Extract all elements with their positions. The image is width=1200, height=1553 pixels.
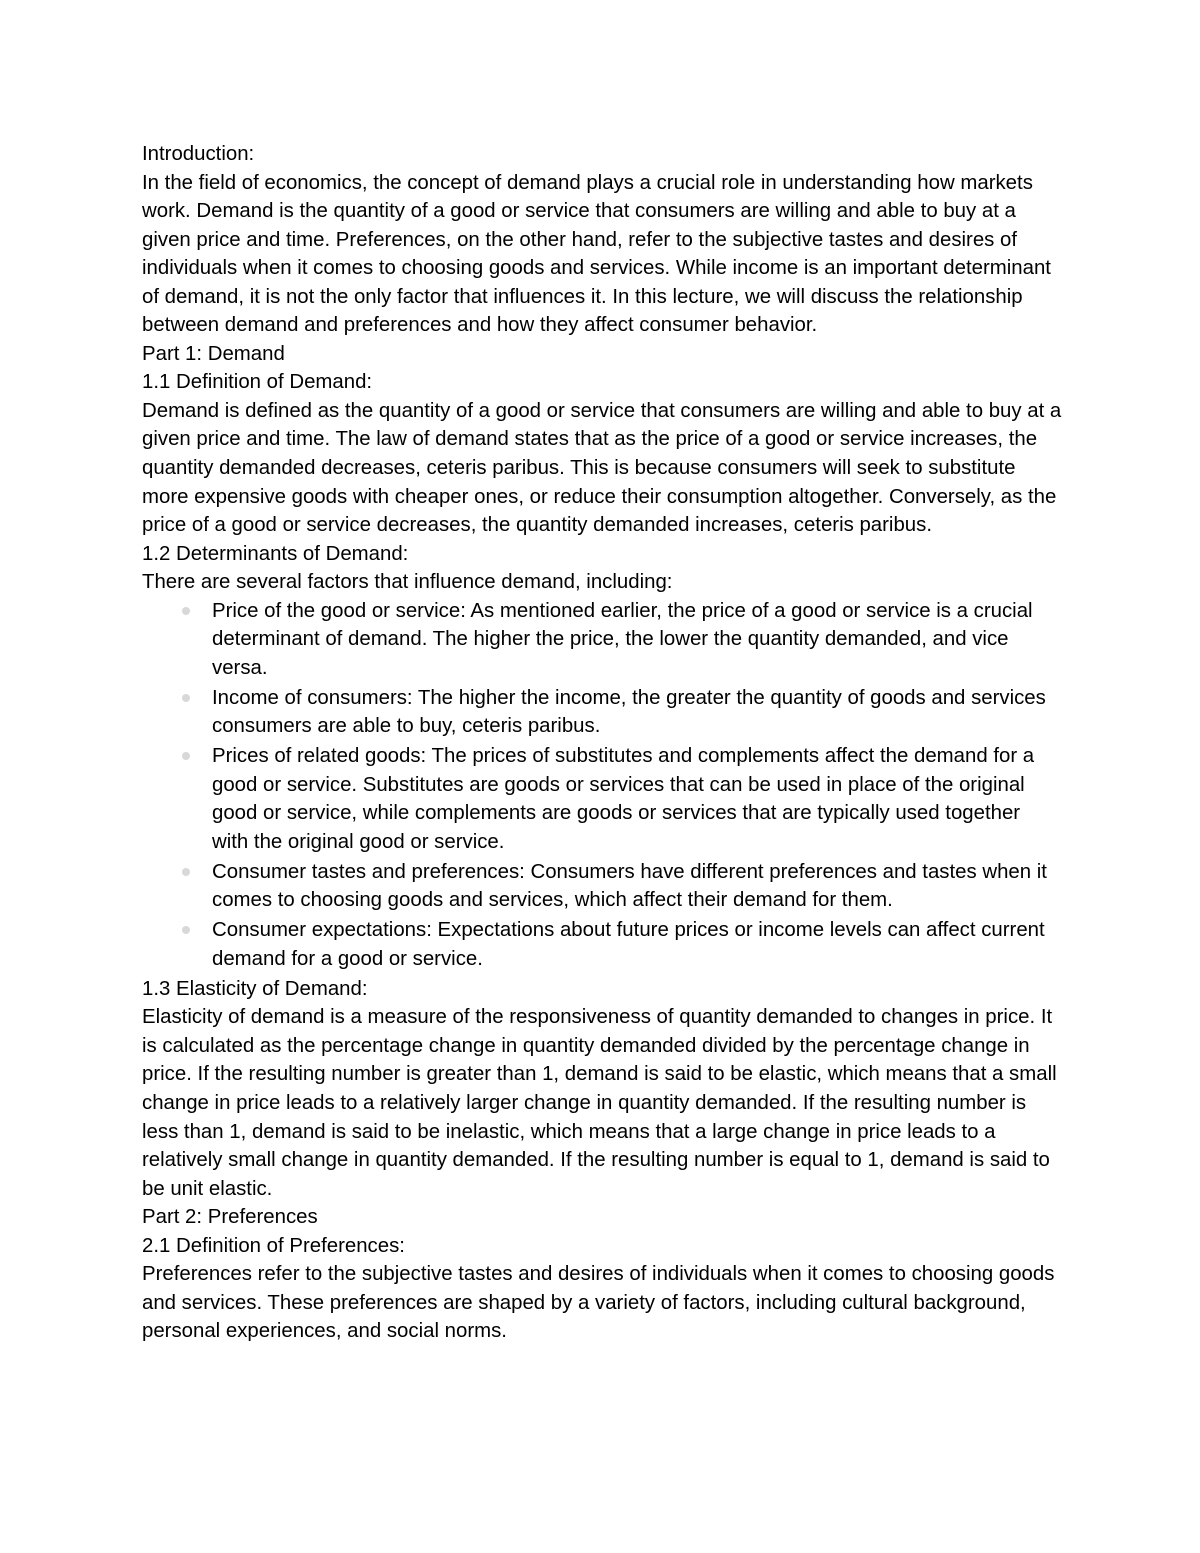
determinants-list bbox=[142, 597, 1062, 974]
list-item bbox=[212, 858, 1062, 915]
list-item bbox=[212, 684, 1062, 741]
list-item-text: Income of consumers: The higher the income, the greater the quantity of goods and services consumers are able to buy, ceteris paribus. bbox=[212, 686, 1046, 738]
intro-heading: Introduction: bbox=[142, 143, 255, 165]
list-item-text: Consumer expectations: Expectations about future prices or income levels can affect current demand for a good or service. bbox=[212, 919, 1045, 970]
bullet-icon bbox=[182, 868, 190, 876]
part1-heading: Part 1: Demand bbox=[142, 342, 285, 365]
section-1-3-paragraph: Elasticity of demand is a measure of the responsiveness of quantity demanded to changes in price. It is calculated as the percentage change in quantity demanded divided by the percentage change in price. If the resulting number is greater than 1, demand is said to be elastic, which means that a small change in price leads to a relatively larger change in quantity demanded. If the resulting number is less than 1, demand is said to be inelastic, which means that a large change in price leads to a relatively small change in quantity demanded. If the resulting number is equal to 1, demand is said to be unit elastic. bbox=[142, 1006, 1057, 1200]
bullet-icon bbox=[182, 694, 190, 702]
intro-paragraph: In the field of economics, the concept of demand plays a crucial role in understanding how markets work. Demand is the quantity of a good or service that consumers are willing and able to buy at a given price and time. Preferences, on the other hand, refer to the subjective tastes and desires of individuals when it comes to choosing goods and services. While income is an important determinant of demand, it is not the only factor that influences it. In this lecture, we will discuss the relationship between demand and preferences and how they affect consumer behavior. bbox=[142, 171, 1051, 337]
section-1-3-heading: 1.3 Elasticity of Demand: bbox=[142, 977, 368, 1000]
section-2-1-paragraph: Preferences refer to the subjective tastes and desires of individuals when it comes to choosing goods and services. These preferences are shaped by a variety of factors, including cultural background, personal experiences, and social norms. bbox=[142, 1263, 1055, 1343]
list-item-text: Price of the good or service: As mentioned earlier, the price of a good or service is a crucial determinant of demand. The higher the price, the lower the quantity demanded, and vice versa. bbox=[212, 599, 1033, 679]
list-item bbox=[212, 742, 1062, 856]
bullet-icon bbox=[182, 752, 190, 760]
part2-heading: Part 2: Preferences bbox=[142, 1206, 318, 1229]
section-1-2-heading: 1.2 Determinants of Demand: bbox=[142, 542, 409, 565]
section-2-1-heading: 2.1 Definition of Preferences: bbox=[142, 1234, 405, 1257]
section-1-1-heading: 1.1 Definition of Demand: bbox=[142, 371, 373, 394]
section-1-1-paragraph: Demand is defined as the quantity of a good or service that consumers are willing and able to buy at a given price and time. The law of demand states that as the price of a good or service increases, the quantity demanded decreases, ceteris paribus. This is because consumers will seek to substitute more expensive goods with cheaper ones, or reduce their consumption altogether. Conversely, as the price of a good or service decreases, the quantity demanded increases, ceteris paribus. bbox=[142, 399, 1062, 537]
list-item-text: Prices of related goods: The prices of substitutes and complements affect the demand for a good or service. Substitutes are goods or services that can be used in place of the original good or service, while complements are goods or services that are typically used together with the original good or service. bbox=[212, 745, 1035, 853]
list-item bbox=[212, 597, 1062, 683]
list-item-text: Consumer tastes and preferences: Consumers have different preferences and tastes when it comes to choosing goods and services, which affect their demand for them. bbox=[212, 860, 1047, 912]
bullet-icon bbox=[182, 926, 190, 934]
section-1-2-intro: There are several factors that influence demand, including: bbox=[142, 571, 673, 594]
bullet-icon bbox=[182, 607, 190, 615]
list-item bbox=[212, 916, 1062, 973]
document-page bbox=[142, 140, 1062, 1346]
